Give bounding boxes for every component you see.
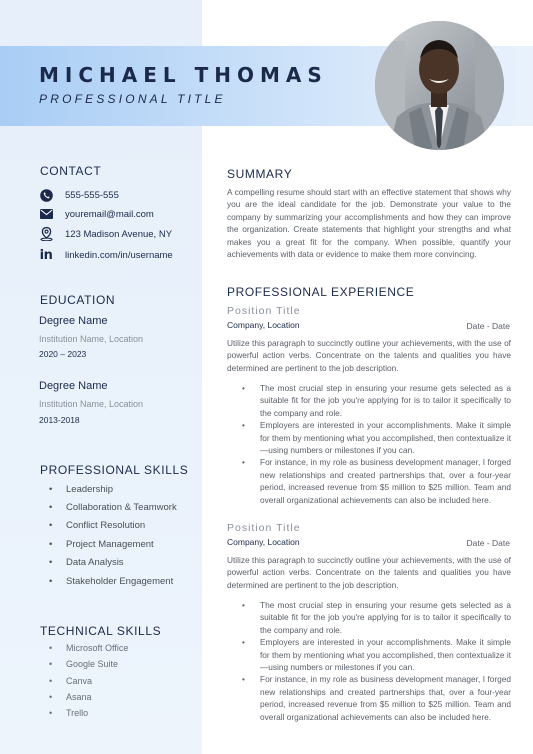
- person-portrait-icon: [375, 21, 504, 150]
- envelope-icon: [39, 207, 53, 221]
- summary-heading: SUMMARY: [227, 167, 293, 181]
- skill-item: • Leadership: [49, 484, 114, 495]
- job-bullet-list: [242, 382, 511, 506]
- skill-item: • Stakeholder Engagement: [49, 576, 174, 587]
- candidate-name: MICHAEL THOMAS: [39, 63, 328, 87]
- education-years: 2020 – 2023: [39, 349, 87, 359]
- location-pin-icon: [39, 227, 53, 241]
- job-bullet: • The most crucial step in ensuring your resume gets selected as a suitable fit for the job you're applying for is to tailor it specifically to the company and role.: [242, 600, 511, 635]
- job-position-title: Position Title: [227, 522, 301, 534]
- job-bullet: • For instance, in my role as business development manager, I forged new relationships and created partnerships that, over a four-year period, increased revenue from $5 million to $25 million. Team and overall organizational achievements can also be included here.: [242, 674, 511, 722]
- contact-phone-row: [39, 188, 119, 202]
- skill-item: • Project Management: [49, 539, 154, 550]
- contact-linkedin-row: [39, 248, 173, 262]
- technical-skill-item: • Canva: [49, 676, 93, 686]
- skill-item: • Collaboration & Teamwork: [49, 502, 177, 513]
- contact-linkedin[interactable]: linkedin.com/in/username: [65, 249, 173, 261]
- experience-heading: PROFESSIONAL EXPERIENCE: [227, 285, 415, 299]
- technical-skill-item: • Google Suite: [49, 659, 119, 669]
- skill-item: • Conflict Resolution: [49, 520, 146, 531]
- summary-text: A compelling resume should start with an effective statement that shows why you are the ideal candidate for the job. Demonstrate your value to the company by summarizing your accomplishments and how they can improve the organization. Create statements that highlight your strengths and what makes you a great fit for the company. When possible, quantify your achievements with data or evidence to make them more convincing.: [227, 187, 511, 260]
- job-date: Date - Date: [466, 321, 510, 331]
- education-heading: EDUCATION: [40, 293, 116, 307]
- professional-skills-heading: PROFESSIONAL SKILLS: [40, 463, 189, 477]
- technical-skill-item: • Trello: [49, 708, 89, 718]
- contact-email-row: [39, 207, 154, 221]
- contact-heading: CONTACT: [40, 164, 102, 178]
- job-position-title: Position Title: [227, 305, 301, 317]
- job-bullet-list: [242, 599, 511, 723]
- job-bullet: • Employers are interested in your accomplishments. Make it simple for them by mentioning what you accomplished, then contextualize it—using numbers or milestones if you can.: [242, 637, 511, 673]
- job-company: Company, Location: [227, 320, 300, 330]
- profile-photo: [375, 21, 504, 150]
- education-degree: Degree Name: [39, 315, 108, 327]
- education-years: 2013-2018: [39, 415, 80, 425]
- contact-email[interactable]: youremail@mail.com: [65, 208, 154, 220]
- job-bullet: • For instance, in my role as business development manager, I forged new relationships and created partnerships that, over a four-year period, increased revenue from $5 million to $25 million. Team and overall organizational achievements can also be included here.: [242, 457, 511, 505]
- job-company: Company, Location: [227, 537, 300, 547]
- job-description: Utilize this paragraph to succinctly outline your achievements, with the use of powerful action verbs. Concentrate on the talents and qualities you have determined are pertinent to the job description.: [227, 555, 511, 590]
- job-description: Utilize this paragraph to succinctly outline your achievements, with the use of powerful action verbs. Concentrate on the talents and qualities you have determined are pertinent to the job description.: [227, 338, 511, 373]
- contact-address: 123 Madison Avenue, NY: [65, 228, 173, 240]
- education-institution: Institution Name, Location: [39, 334, 144, 344]
- technical-skills-heading: TECHNICAL SKILLS: [40, 624, 162, 638]
- technical-skill-item: • Microsoft Office: [49, 643, 129, 653]
- education-degree: Degree Name: [39, 380, 108, 392]
- contact-address-row: [39, 227, 172, 241]
- job-bullet: • Employers are interested in your accomplishments. Make it simple for them by mentioning what you accomplished, then contextualize it—using numbers or milestones if you can.: [242, 420, 511, 456]
- skill-item: • Data Analysis: [49, 557, 124, 568]
- professional-title: PROFESSIONAL TITLE: [39, 92, 226, 106]
- linkedin-icon: in: [39, 247, 53, 263]
- contact-phone: 555-555-555: [65, 189, 119, 201]
- technical-skill-item: • Asana: [49, 692, 92, 702]
- education-institution: Institution Name, Location: [39, 399, 144, 409]
- phone-icon: [39, 188, 53, 202]
- job-bullet: • The most crucial step in ensuring your resume gets selected as a suitable fit for the job you're applying for is to tailor it specifically to the company and role.: [242, 383, 511, 418]
- job-date: Date - Date: [466, 538, 510, 548]
